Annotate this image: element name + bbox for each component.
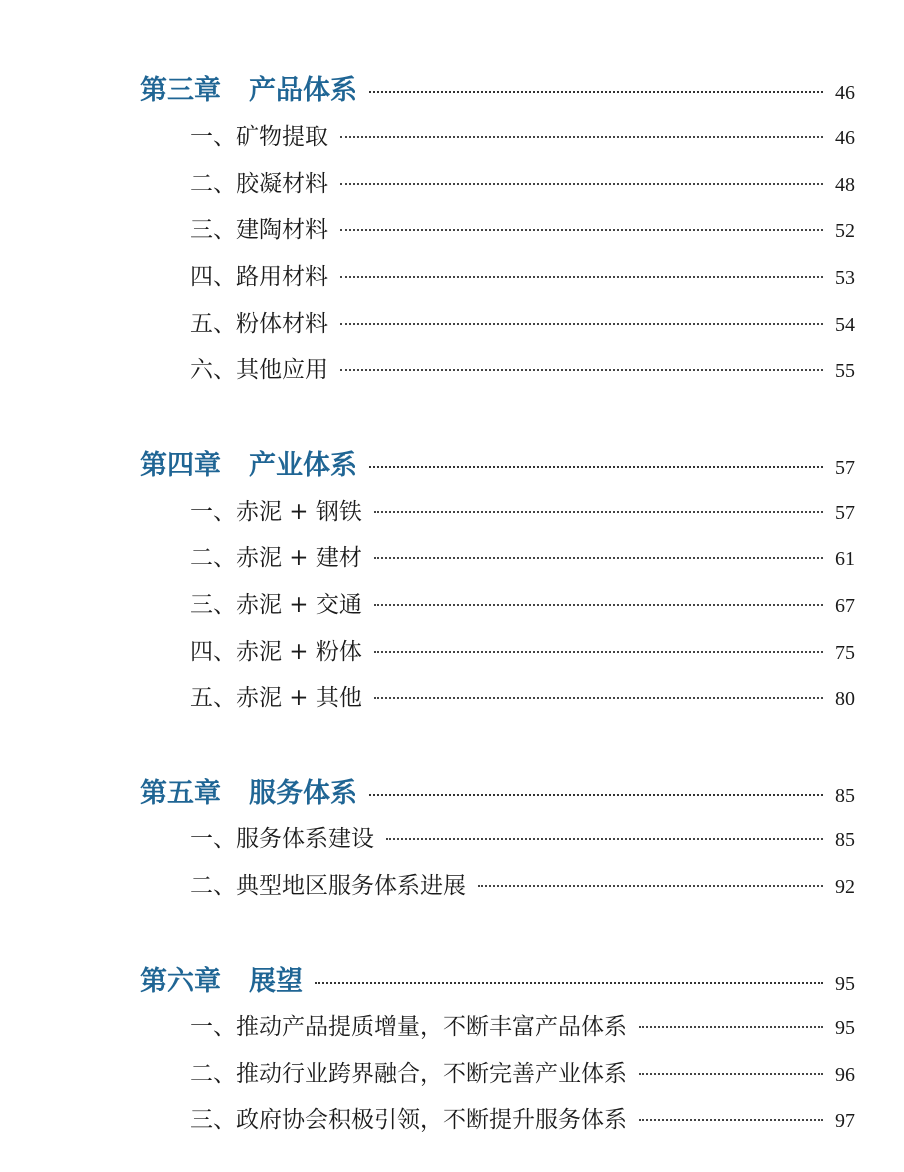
page-number: 53 [835, 267, 855, 289]
page-number: 57 [835, 502, 855, 524]
section-title: 三、赤泥 + 交通 [190, 592, 362, 618]
dot-leader [340, 323, 823, 325]
chapter-heading[interactable] [140, 68, 855, 107]
dot-leader [340, 369, 823, 371]
chapter-title [140, 443, 357, 482]
chapter-number: 第五章 [140, 778, 221, 809]
section-entry[interactable] [190, 351, 855, 384]
section-entry[interactable] [190, 211, 855, 244]
section-entry[interactable] [190, 539, 855, 572]
section-entry[interactable] [190, 633, 855, 666]
page-number: 46 [835, 127, 855, 149]
section-entry[interactable] [190, 258, 855, 291]
chapter-number: 第三章 [140, 75, 221, 106]
section-title: 一、赤泥 + 钢铁 [190, 499, 362, 525]
page-number: 57 [835, 457, 855, 479]
page-number: 52 [835, 220, 855, 242]
section-title: 三、建陶材料 [190, 217, 328, 243]
dot-leader [639, 1073, 823, 1075]
page-number: 96 [835, 1064, 855, 1086]
chapter-name: 产业体系 [249, 450, 357, 481]
page-number: 46 [835, 82, 855, 104]
chapter-title [140, 771, 357, 810]
section-title: 二、胶凝材料 [190, 171, 328, 197]
section-title: 六、其他应用 [190, 357, 328, 383]
dot-leader [340, 183, 823, 185]
chapter-name: 产品体系 [249, 75, 357, 106]
dot-leader [369, 794, 823, 796]
dot-leader [374, 511, 823, 513]
chapter-heading[interactable] [140, 771, 855, 810]
section-title: 四、路用材料 [190, 264, 328, 290]
dot-leader [639, 1026, 823, 1028]
dot-leader [369, 466, 823, 468]
section-title: 一、服务体系建设 [190, 826, 374, 852]
section-title: 一、推动产品提质增量，不断丰富产品体系 [190, 1014, 627, 1040]
chapter-name: 服务体系 [249, 778, 357, 809]
section-title: 五、粉体材料 [190, 311, 328, 337]
section-entry[interactable] [190, 820, 855, 853]
section-entry[interactable] [190, 867, 855, 900]
chapter-title [140, 959, 303, 998]
page-number: 55 [835, 360, 855, 382]
page-number: 97 [835, 1110, 855, 1132]
dot-leader [478, 885, 823, 887]
page-number: 85 [835, 829, 855, 851]
dot-leader [374, 651, 823, 653]
chapter-title [140, 68, 357, 107]
section-entry[interactable] [190, 118, 855, 151]
page-number: 67 [835, 595, 855, 617]
page-number: 95 [835, 1017, 855, 1039]
section-entry[interactable] [190, 493, 855, 526]
page-number: 48 [835, 174, 855, 196]
section-title: 二、赤泥 + 建材 [190, 545, 362, 571]
dot-leader [340, 276, 823, 278]
section-entry[interactable] [190, 586, 855, 619]
dot-leader [340, 229, 823, 231]
section-entry[interactable] [190, 165, 855, 198]
section-title: 一、矿物提取 [190, 124, 328, 150]
page-number: 80 [835, 688, 855, 710]
dot-leader [386, 838, 823, 840]
chapter-heading[interactable] [140, 443, 855, 482]
dot-leader [369, 91, 823, 93]
page-number: 92 [835, 876, 855, 898]
dot-leader [374, 557, 823, 559]
section-title: 二、推动行业跨界融合，不断完善产业体系 [190, 1061, 627, 1087]
section-title: 二、典型地区服务体系进展 [190, 873, 466, 899]
section-title: 五、赤泥 + 其他 [190, 685, 362, 711]
section-title: 四、赤泥 + 粉体 [190, 639, 362, 665]
section-entry[interactable] [190, 1101, 855, 1134]
page-number: 54 [835, 314, 855, 336]
page-number: 61 [835, 548, 855, 570]
section-entry[interactable] [190, 305, 855, 338]
chapter-name: 展望 [249, 966, 303, 997]
dot-leader [639, 1119, 823, 1121]
section-entry[interactable] [190, 679, 855, 712]
dot-leader [340, 136, 823, 138]
dot-leader [315, 982, 823, 984]
page-number: 95 [835, 973, 855, 995]
chapter-number: 第六章 [140, 966, 221, 997]
section-entry[interactable] [190, 1055, 855, 1088]
section-entry[interactable] [190, 1008, 855, 1041]
dot-leader [374, 604, 823, 606]
chapter-number: 第四章 [140, 450, 221, 481]
dot-leader [374, 697, 823, 699]
chapter-heading[interactable] [140, 959, 855, 998]
page-number: 75 [835, 642, 855, 664]
page-number: 85 [835, 785, 855, 807]
section-title: 三、政府协会积极引领，不断提升服务体系 [190, 1107, 627, 1133]
